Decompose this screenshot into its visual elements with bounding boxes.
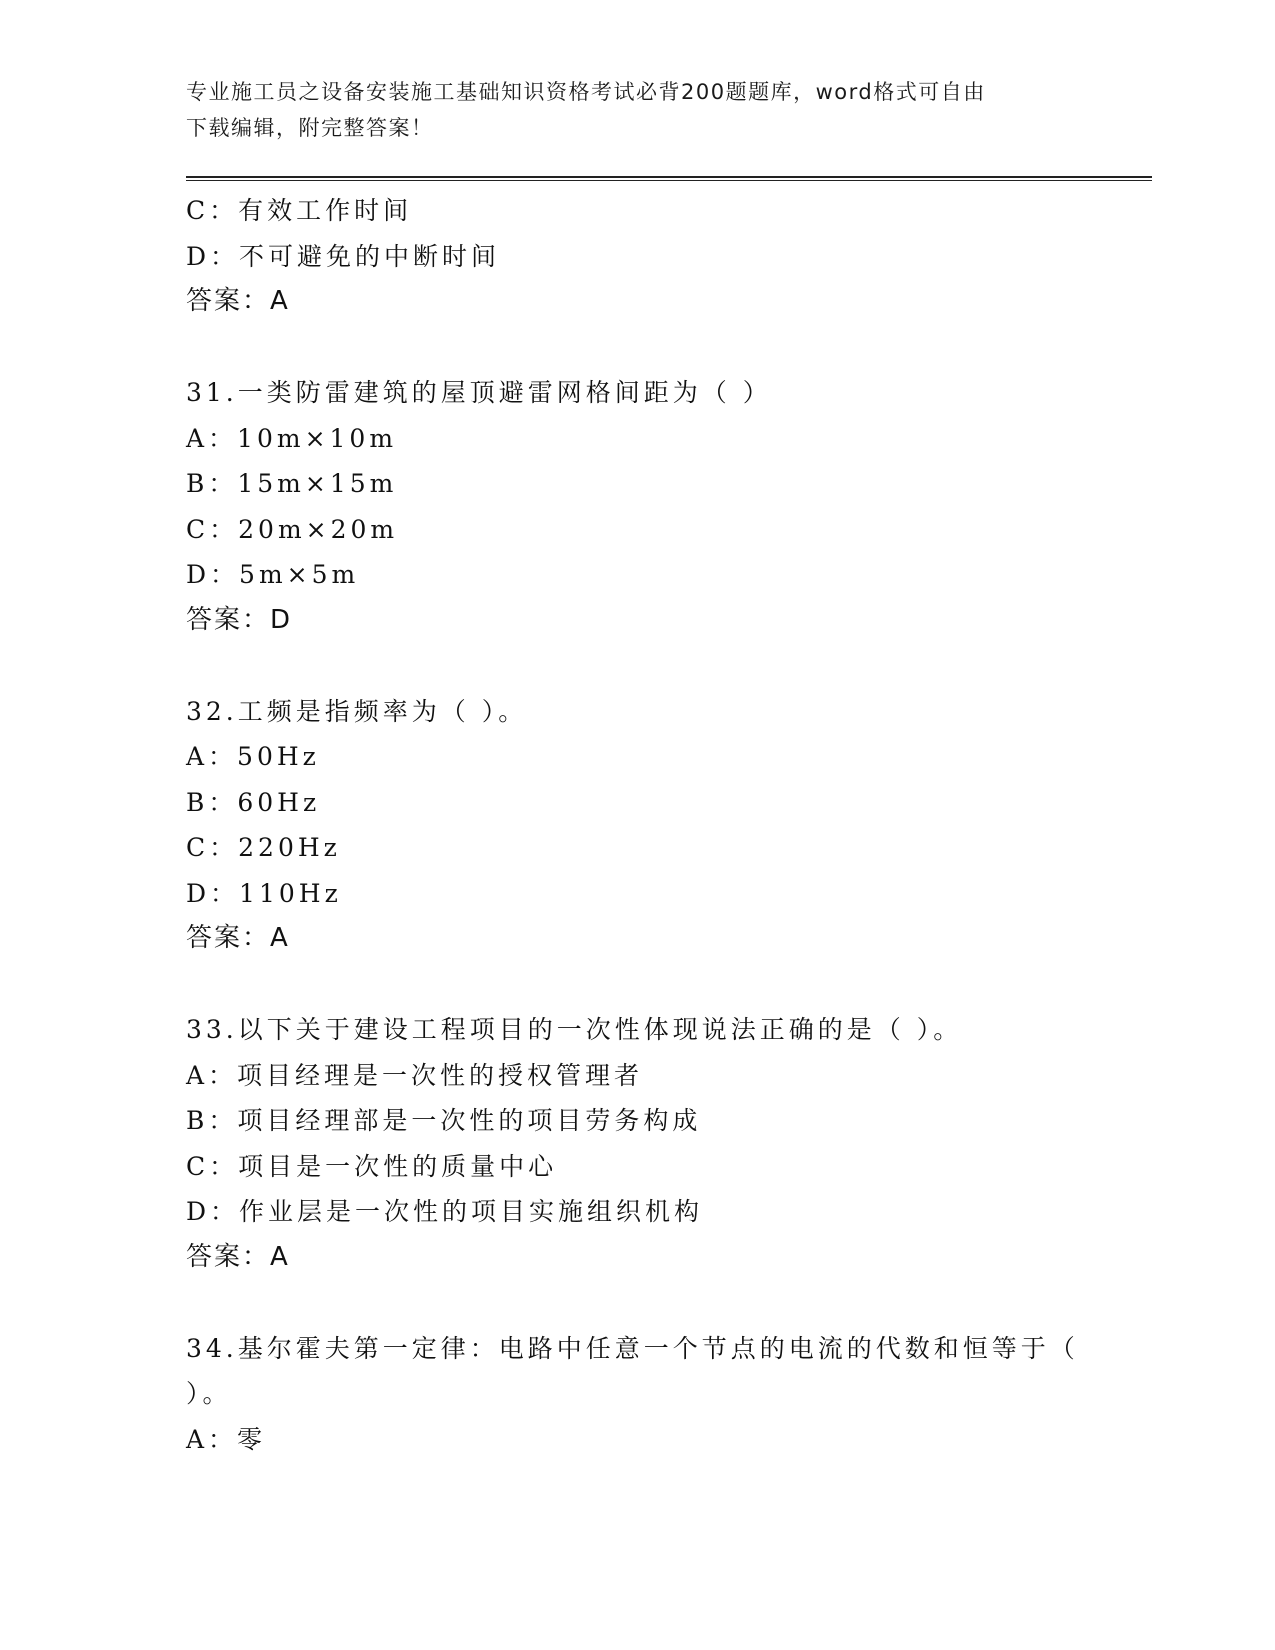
option-d: D：作业层是一次性的项目实施组织机构 [186, 1197, 704, 1226]
option-b: B：项目经理部是一次性的项目劳务构成 [186, 1106, 702, 1135]
option-d: D：110Hz [186, 878, 342, 908]
option-c: C：20m×20m [186, 514, 399, 544]
option-a: A：10m×10m [186, 423, 398, 453]
spacer [186, 643, 1086, 689]
answer-line: 答案：A [186, 923, 290, 953]
option-a: A：项目经理是一次性的授权管理者 [186, 1060, 644, 1090]
question-32-stem: 32.工频是指频率为（ ）。 [186, 696, 528, 726]
header-line-1: 专业施工员之设备安装施工基础知识资格考试必背200题题库，word格式可自由 [186, 80, 986, 104]
spacer [186, 1280, 1086, 1326]
option-a: A：50Hz [186, 742, 320, 771]
option-b: B：60Hz [186, 787, 321, 817]
spacer [186, 325, 1086, 371]
option-c: C：项目是一次性的质量中心 [186, 1151, 558, 1181]
question-34-stem: 34.基尔霍夫第一定律：电路中任意一个节点的电流的代数和恒等于（ [186, 1333, 1079, 1363]
answer-line: 答案：D [186, 604, 293, 635]
question-34-stem-continued: ）。 [186, 1379, 232, 1408]
question-33-stem: 33.以下关于建设工程项目的一次性体现说法正确的是（ ）。 [186, 1015, 963, 1044]
answer-line: 答案：A [186, 286, 290, 316]
option-c: C：有效工作时间 [186, 196, 413, 225]
spacer [186, 962, 1086, 1008]
option-b: B：15m×15m [186, 469, 398, 498]
answer-line: 答案：A [186, 1241, 290, 1272]
question-list [186, 188, 1086, 1462]
document-header [186, 74, 1066, 146]
option-a: A：零 [186, 1424, 267, 1454]
option-d: D：不可避免的中断时间 [186, 241, 501, 271]
option-d: D：5m×5m [186, 560, 360, 589]
header-divider [186, 176, 1152, 181]
option-c: C：220Hz [186, 833, 341, 862]
header-line-2: 下载编辑，附完整答案！ [186, 116, 434, 140]
question-31-stem: 31.一类防雷建筑的屋顶避雷网格间距为（ ） [186, 378, 772, 407]
